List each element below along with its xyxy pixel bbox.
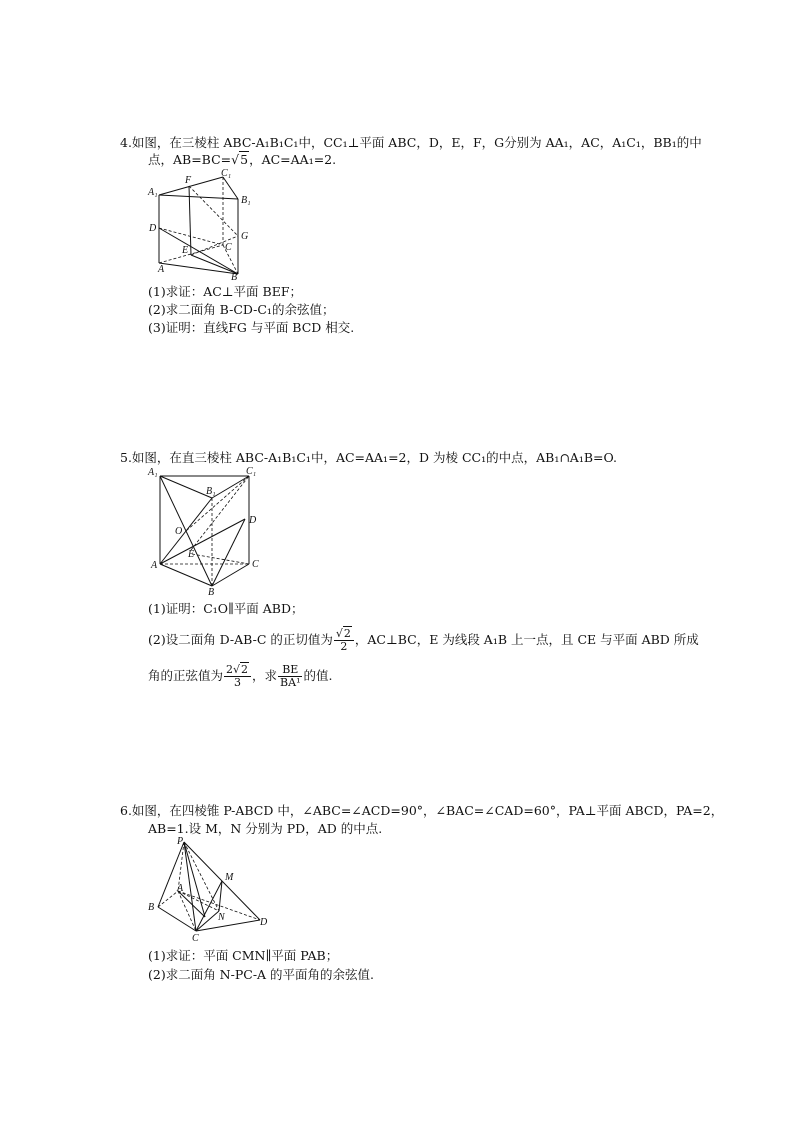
problem5-fraction-ratio [278, 664, 302, 689]
label-M: M [225, 872, 234, 883]
label-F: F [185, 175, 192, 186]
problem5-frac-ratio-den: BA¹ [280, 676, 301, 689]
problem4-question-2: (2)求二面角 B-CD-C₁的余弦值； [148, 302, 335, 317]
problem5-frac-sin-num-pre: 2 [226, 663, 234, 676]
problem4-question-3: (3)证明：直线FG 与平面 BCD 相交. [148, 320, 355, 335]
problem5-figure [146, 462, 266, 597]
problem4-question-1: (1)求证：AC⊥平面 BEF； [148, 284, 303, 299]
label-B: B [231, 272, 238, 283]
label-E: E [182, 245, 189, 256]
problem5-q2-text-c: 角的正弦值为 [148, 668, 224, 683]
problem5-frac-tan-den: 2 [340, 640, 348, 653]
label-B1: B₁ [241, 195, 251, 206]
problem6-question-1: (1)求证：平面 CMN∥平面 PAB； [148, 948, 339, 963]
problem5-q2-text-a: (2)设二面角 D-AB-C 的正切值为 [148, 632, 333, 647]
label-N: N [218, 912, 225, 923]
problem6-question-2: (2)求二面角 N-PC-A 的平面角的余弦值. [148, 967, 375, 982]
problem6-statement-line2: AB=1.设 M，N 分别为 PD，AD 的中点. [148, 821, 383, 836]
label-P: P [177, 836, 184, 847]
problem5-q2-text-d: ，求 [252, 668, 278, 683]
problem4-statement-line1: 4.如图，在三棱柱 ABC-A₁B₁C₁中，CC₁⊥平面 ABC，D，E，F，G分别为 AA₁，AC，A₁C₁，BB₁的中 [120, 135, 702, 150]
problem4-line2-part-b: ，AC=AA₁=2. [249, 152, 337, 167]
problem5-question-1: (1)证明：C₁O∥平面 ABD； [148, 601, 304, 616]
label-O: O [175, 526, 183, 537]
label-A: A [177, 883, 184, 894]
problem6-figure [146, 836, 271, 946]
problem4-line2-part-a: 点，AB=BC= [148, 152, 232, 167]
problem6-statement-line1: 6.如图，在四棱锥 P-ABCD 中，∠ABC=∠ACD=90°，∠BAC=∠CAD=60°，PA⊥平面 ABCD，PA=2， [120, 803, 724, 818]
label-A: A [151, 560, 158, 571]
label-D: D [260, 917, 268, 928]
label-B: B [148, 902, 155, 913]
label-B1: B₁ [206, 486, 216, 497]
problem5-fraction-sin: $\frac{2√2}{3}$ [224, 664, 251, 689]
problem4-statement-line2: 点，AB=BC=√5，AC=AA₁=2. [148, 152, 337, 167]
label-C: C [192, 933, 199, 944]
problem4-sqrt-value: 5 [240, 152, 249, 167]
problem5-frac-ratio-num: BE [278, 664, 302, 677]
label-D: D [249, 515, 257, 526]
label-G: G [241, 231, 249, 242]
label-B: B [208, 587, 215, 597]
problem5-statement-line1: 5.如图，在直三棱柱 ABC-A₁B₁C₁中，AC=AA₁=2，D 为棱 CC₁的中点，AB₁∩A₁B=O. [120, 450, 617, 465]
label-A1: A₁ [148, 187, 158, 198]
label-A: A [158, 264, 165, 275]
problem5-frac-sin-den: 3 [234, 676, 242, 689]
problem5-fraction-tan: $\frac{√2}{2}$ [334, 628, 354, 653]
label-D: D [149, 223, 157, 234]
problem5-q2-text-b: ，AC⊥BC，E 为线段 A₁B 上一点，且 CE 与平面 ABD 所成 [354, 632, 699, 647]
label-C: C [252, 559, 259, 570]
problem5-question-2-line1 [148, 628, 699, 653]
label-C: C [225, 242, 232, 253]
label-A1: A₁ [148, 467, 158, 478]
problem5-question-2-line2 [148, 664, 332, 689]
problem4-figure [145, 168, 255, 283]
problem5-frac-sin-num-sqrt: 2 [241, 663, 249, 676]
problem5-q2-text-e: 的值. [303, 668, 333, 683]
label-E: E [188, 549, 195, 560]
label-C1: C₁ [246, 466, 257, 477]
problem5-frac-tan-num: 2 [343, 627, 351, 640]
label-C1: C₁ [221, 168, 232, 179]
